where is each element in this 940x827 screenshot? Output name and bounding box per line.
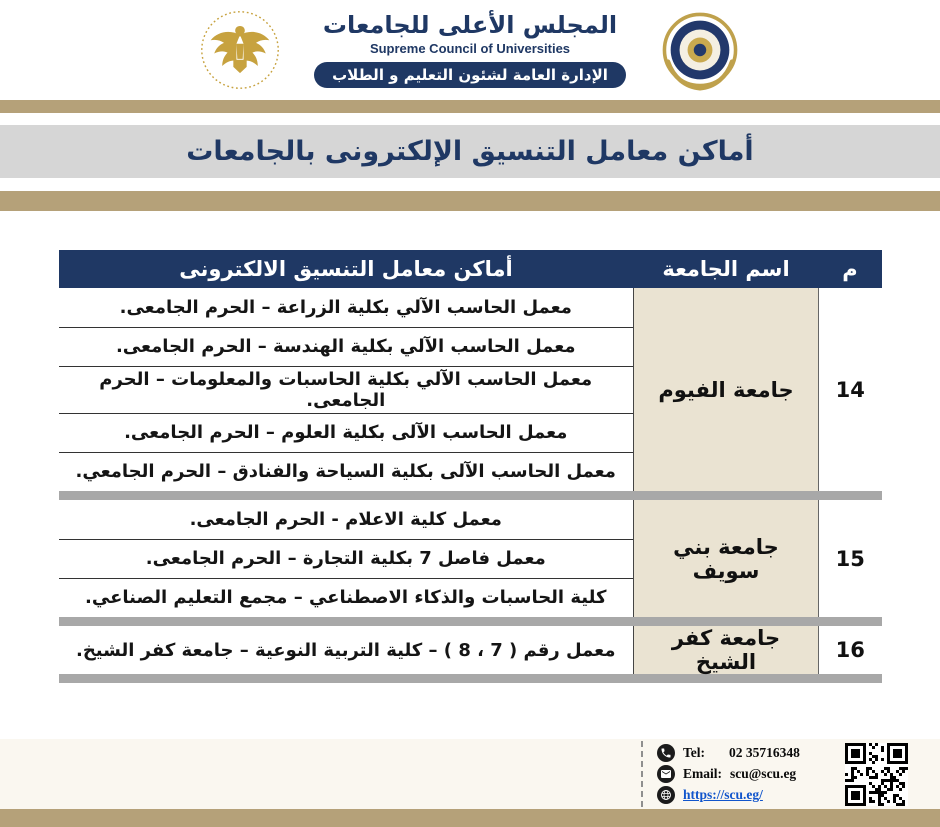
university-number: 15 — [819, 500, 882, 617]
phone-icon — [657, 744, 675, 762]
group-separator-bar — [59, 617, 882, 626]
email-value: scu@scu.eg — [730, 766, 797, 781]
content — [0, 250, 940, 739]
group-separator-bar — [59, 491, 882, 500]
group-separator-bar — [59, 674, 882, 683]
title-banner — [0, 125, 940, 178]
lab-location: معمل الحاسب الآلى بكلية العلوم – الحرم الجامعى. — [59, 413, 634, 452]
lab-location: كلية الحاسبات والذكاء الاصطناعي – مجمع التعليم الصناعي. — [59, 578, 634, 617]
university-name: جامعة بني سويف — [634, 500, 819, 617]
lab-location: معمل كلية الاعلام - الحرم الجامعى. — [59, 500, 634, 539]
gold-divider-middle — [0, 191, 940, 211]
contact-website — [657, 786, 831, 804]
table-row — [59, 626, 882, 674]
university-name: جامعة الفيوم — [634, 288, 819, 491]
website-link[interactable]: https://scu.eg/ — [683, 787, 763, 802]
labs-table — [59, 250, 882, 683]
gold-divider-top — [0, 100, 940, 113]
contact-tel — [657, 744, 831, 762]
lab-location: معمل رقم ( 7 ، 8 ) – كلية التربية النوعية – جامعة كفر الشيخ. — [59, 626, 634, 674]
contact-email — [657, 765, 831, 783]
group-separator — [59, 674, 882, 683]
org-name-arabic: المجلس الأعلى للجامعات — [322, 11, 618, 40]
university-name: جامعة كفر الشيخ — [634, 626, 819, 674]
org-titles — [314, 12, 626, 88]
email-label: Email: — [683, 766, 722, 781]
scu-seal — [660, 10, 740, 90]
eagle-icon — [200, 10, 280, 90]
lab-location: معمل الحاسب الآلي بكلية الحاسبات والمعلومات – الحرم الجامعى. — [59, 366, 634, 413]
lab-location: معمل الحاسب الآلي بكلية الزراعة – الحرم الجامعى. — [59, 288, 634, 327]
lab-location: معمل الحاسب الآلي بكلية الهندسة – الحرم الجامعى. — [59, 327, 634, 366]
org-name-english: Supreme Council of Universities — [369, 40, 571, 56]
university-number: 16 — [819, 626, 882, 674]
qr-code — [845, 743, 908, 806]
table-header-row — [59, 250, 882, 288]
email-icon — [657, 765, 675, 783]
group-separator — [59, 617, 882, 626]
tel-value: 02 35716348 — [729, 745, 800, 760]
contact-block — [641, 741, 831, 807]
group-separator — [59, 491, 882, 500]
page-title: أماكن معامل التنسيق الإلكترونى بالجامعات — [186, 136, 754, 167]
lab-location: معمل فاصل 7 بكلية التجارة – الحرم الجامعى. — [59, 539, 634, 578]
column-header-labs: أماكن معامل التنسيق الالكترونى — [59, 250, 634, 288]
column-header-university: اسم الجامعة — [634, 250, 819, 288]
header — [0, 0, 940, 100]
footer — [0, 739, 940, 809]
globe-icon — [657, 786, 675, 804]
table-row — [59, 288, 882, 327]
seal-icon — [660, 10, 740, 90]
column-header-number: م — [819, 250, 882, 288]
department-badge: الإدارة العامة لشئون التعليم و الطلاب — [314, 62, 626, 88]
table-row — [59, 500, 882, 539]
university-number: 14 — [819, 288, 882, 491]
egypt-eagle-emblem — [200, 10, 280, 90]
lab-location: معمل الحاسب الآلى بكلية السياحة والفنادق – الحرم الجامعي. — [59, 452, 634, 491]
tel-label: Tel: — [683, 745, 706, 760]
gold-divider-bottom — [0, 809, 940, 827]
